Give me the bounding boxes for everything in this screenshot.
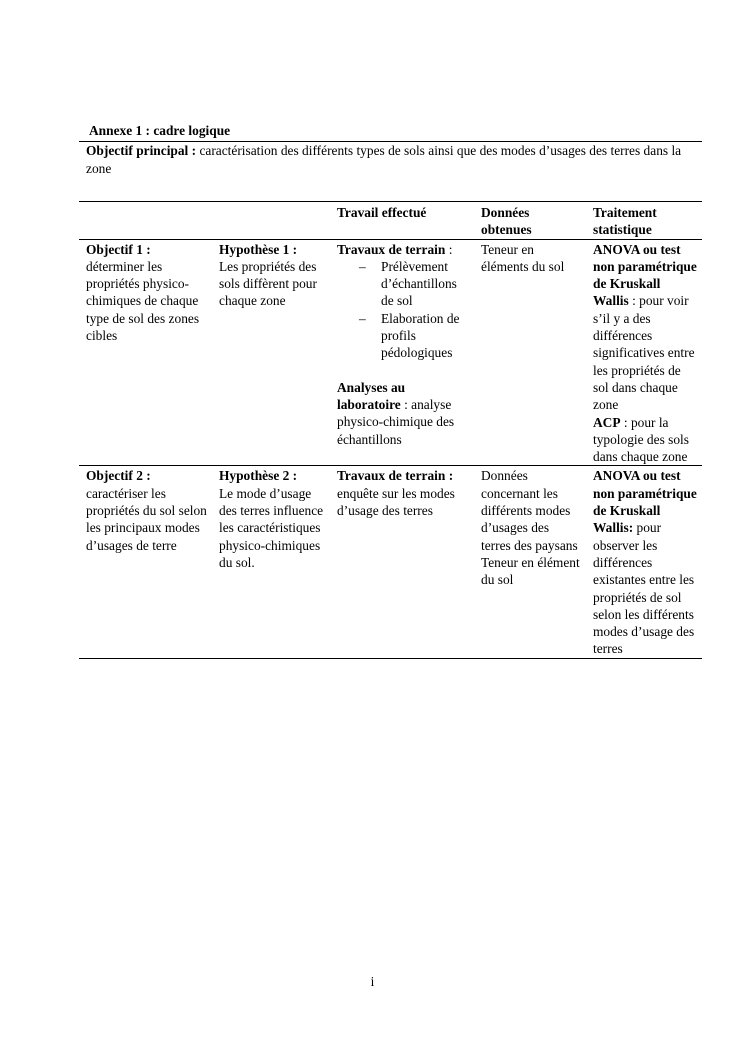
hypothesis-label: Hypothèse 1 : xyxy=(219,241,298,257)
header-objective xyxy=(79,202,212,240)
stat-method-2 xyxy=(593,414,698,466)
header-hypothesis xyxy=(212,202,330,240)
field-work-text: enquête sur les modes d’usage des terres xyxy=(337,485,455,519)
objective-label: Objectif 2 : xyxy=(86,468,151,484)
main-objective-text: caractérisation des différents types de sols ainsi que des modes d’usages des terres dans la zone xyxy=(86,143,682,176)
objective-label: Objectif 1 : xyxy=(86,241,151,257)
data-text: Teneur en élément du sol xyxy=(481,554,580,588)
stat-method-1-label: ANOVA ou test non paramétrique de Kruskall Wallis: xyxy=(593,468,697,536)
logical-framework-table xyxy=(79,201,702,659)
stat-method-1 xyxy=(593,467,698,657)
main-objective xyxy=(86,142,700,177)
objective-cell xyxy=(79,466,212,658)
main-objective-label: Objectif principal : xyxy=(86,143,197,158)
data-text: Teneur en éléments du sol xyxy=(481,241,565,274)
field-work-label: Travaux de terrain : xyxy=(337,468,454,484)
stat-method-1-text: pour observer les différences existantes entre les propriétés de sol selon les différents modes d’usage des terres xyxy=(593,520,695,657)
lab-work xyxy=(337,379,470,448)
field-work-colon: : xyxy=(445,241,453,257)
hypothesis-cell xyxy=(212,239,330,466)
header-statistical-treatment: Traitement statistique xyxy=(586,202,702,240)
stat-cell xyxy=(586,466,702,658)
data-cell xyxy=(474,239,586,466)
field-work-list xyxy=(337,258,470,362)
objective-text: caractériser les propriétés du sol selon les principaux modes d’usages de terre xyxy=(86,485,207,553)
header-data-obtained: Données obtenues xyxy=(474,202,586,240)
data-cell xyxy=(474,466,586,658)
work-cell xyxy=(330,466,474,658)
objective-text: déterminer les propriétés physico-chimiques de chaque type de sol des zones cibles xyxy=(86,258,200,344)
stat-method-1-text: : pour voir s’il y a des différences significatives entre les propriétés de sol dans chaque zone xyxy=(593,293,695,413)
table-row xyxy=(79,239,702,466)
table-row xyxy=(79,466,702,658)
work-cell xyxy=(330,239,474,466)
objective-cell xyxy=(79,239,212,466)
lab-work-text: : analyse physico-chimique des échantillons xyxy=(337,396,455,447)
stat-method-1-label: ANOVA ou test non paramétrique de Kruskall Wallis xyxy=(593,241,697,309)
hypothesis-cell xyxy=(212,466,330,658)
hypothesis-label: Hypothèse 2 : xyxy=(219,468,298,484)
page-number: i xyxy=(370,974,375,989)
stat-method-2-label: ACP xyxy=(593,414,621,430)
data-text: Données concernant les différents modes d’usages des terres des paysans xyxy=(481,468,578,553)
hypothesis-text: Les propriétés des sols diffèrent pour chaque zone xyxy=(219,258,317,309)
stat-method-1 xyxy=(593,241,698,414)
stat-method-2-text: : pour la typologie des sols dans chaque zone xyxy=(593,414,689,465)
field-work-label: Travaux de terrain xyxy=(337,241,446,257)
list-item: – Elaboration de profils pédologiques xyxy=(359,310,470,362)
field-work xyxy=(337,241,470,258)
table-header-row xyxy=(79,202,702,240)
stat-cell xyxy=(586,239,702,466)
header-work-done: Travail effectué xyxy=(330,202,474,240)
annex-title: Annexe 1 : cadre logique xyxy=(89,123,231,138)
lab-work-label: Analyses au laboratoire xyxy=(337,379,406,412)
list-item: – Prélèvement d’échantillons de sol xyxy=(359,258,470,310)
hypothesis-text: Le mode d’usage des terres influence les caractéristiques physico-chimiques du sol. xyxy=(219,485,324,570)
